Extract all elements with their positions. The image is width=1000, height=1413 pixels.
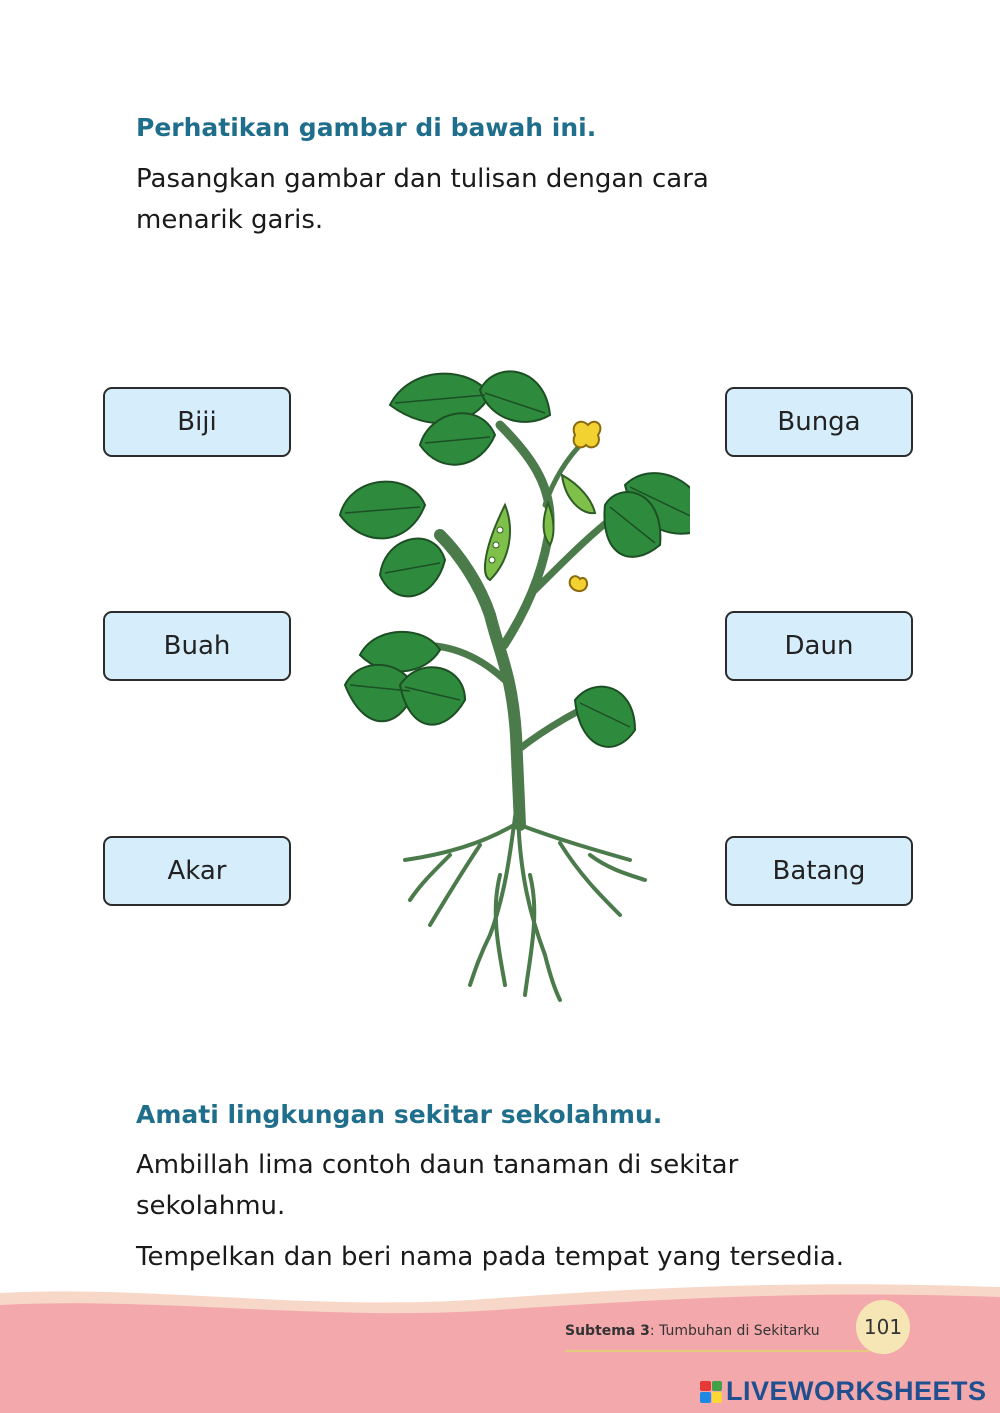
section2-instructions — [136, 1145, 896, 1278]
brand-logo-icon — [700, 1381, 722, 1403]
section2-instruction-line: Tempelkan dan beri nama pada tempat yang tersedia. — [136, 1242, 845, 1272]
section2-heading: Amati lingkungan sekitar sekolahmu. — [136, 1100, 663, 1129]
brand-name: LIVEWORKSHEETS — [726, 1376, 987, 1406]
label-box-daun[interactable]: Daun — [725, 611, 913, 681]
roots — [405, 810, 645, 1000]
label-box-akar[interactable]: Akar — [103, 836, 291, 906]
section1-heading: Perhatikan gambar di bawah ini. — [136, 113, 597, 142]
section1-instruction-line: Pasangkan gambar dan tulisan dengan cara — [136, 164, 709, 194]
section2-instruction-line: Ambillah lima contoh daun tanaman di sekitar — [136, 1150, 739, 1180]
plant-illustration — [330, 355, 690, 1025]
page-number: 101 — [856, 1300, 910, 1354]
section1-instruction-line: menarik garis. — [136, 205, 324, 235]
section2-instruction-line: sekolahmu. — [136, 1191, 286, 1221]
subtema-title: : Tumbuhan di Sekitarku — [649, 1323, 820, 1339]
section1-instructions — [136, 159, 836, 241]
brand[interactable] — [700, 1376, 987, 1407]
label-box-buah[interactable]: Buah — [103, 611, 291, 681]
footer-subtema — [565, 1323, 820, 1339]
label-box-bunga[interactable]: Bunga — [725, 387, 913, 457]
label-box-batang[interactable]: Batang — [725, 836, 913, 906]
footer-divider — [565, 1350, 870, 1352]
subtema-label: Subtema 3 — [565, 1323, 650, 1339]
label-box-biji[interactable]: Biji — [103, 387, 291, 457]
